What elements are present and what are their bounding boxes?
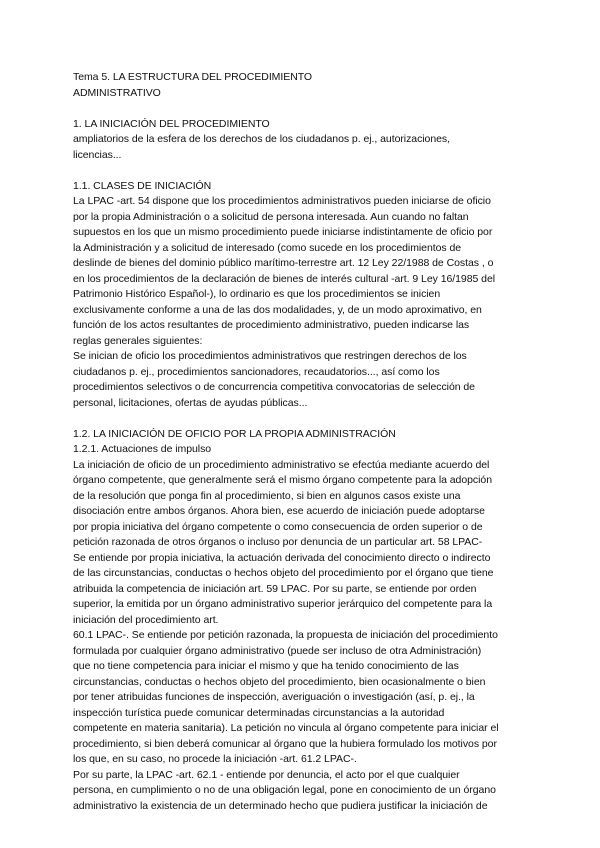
section-1-1-heading: 1.1. CLASES DE INICIACIÓN xyxy=(73,179,212,192)
section-1-2-1-paragraph-2: Se entiende por propia iniciativa, la actuación derivada del conocimiento directo o indirecto de las circunstancias, conductas o hechos objeto del procedimiento por el órgano que tiene atribuida la competencia de iniciación art. 59 LPAC. Por su parte, se entiende por orden superior, la emitida por un órgano administrativo superior jerárquico del competente para la iniciación del procedimiento art. xyxy=(73,551,494,626)
section-1-2-1-paragraph-4: Por su parte, la LPAC -art. 62.1 - entiende por denuncia, el acto por el que cualquier persona, en cumplimiento o no de una obligación legal, pone en conocimiento de un órgano administrativo la existencia de un determinado hecho que pudiera justificar la iniciación de xyxy=(73,768,496,812)
section-1-2-heading: 1.2. LA INICIACIÓN DE OFICIO POR LA PROPIA ADMINISTRACIÓN xyxy=(73,427,396,440)
section-1-2-1-paragraph-3: 60.1 LPAC-. Se entiende por petición razonada, la propuesta de iniciación del procedimiento formulada por cualquier órgano administrativo (puede ser incluso de otra Administración) que no tiene competencia para iniciar el mismo y que ha tenido conocimiento de las circunstancias, conductas o hechos objeto del procedimiento, bien ocasionalmente o bien por tener atribuidas funciones de inspección, averiguación o investigación (así, p. ej., la inspección turística puede comunicar determinadas circunstancias a la autoridad competente en materia sanitaria). La petición no vincula al órgano competente para iniciar el procedimiento, si bien deberá comunicar al órgano que la hubiera formulado los motivos por los que, en su caso, no procede la iniciación -art. 61.2 LPAC-. xyxy=(73,629,499,765)
section-1-text: ampliatorios de la esfera de los derechos de los ciudadanos p. ej., autorizaciones, licencias... xyxy=(73,133,450,161)
section-1-2-1-paragraph-1: La iniciación de oficio de un procedimiento administrativo se efectúa mediante acuerdo del órgano competente, que generalmente será el mismo órgano competente para la adopción de la resolución que ponga fin al procedimiento, si bien en algunos casos existe una disociación entre ambos órganos. Ahora bien, ese acuerdo de iniciación puede adoptarse por propia iniciativa del órgano competente o como consecuencia de orden superior o de petición razonada de otros órganos o incluso por denuncia de un particular art. 58 LPAC- xyxy=(73,458,492,548)
section-1-1-paragraph-1: La LPAC -art. 54 dispone que los procedimientos administrativos pueden iniciarse de oficio por la propia Administración o a solicitud de persona interesada. Aun cuando no faltan supuestos en los que un mismo procedimiento puede iniciarse indistintamente de oficio por la Administración y a solicitud de interesado (como sucede en los procedimientos de deslinde de bienes del dominio público marítimo-terrestre art. 12 Ley 22/1988 de Costas , o en los procedimientos de la declaración de bienes de interés cultural -art. 9 Ley 16/1985 del Patrimonio Histórico Español-), lo ordinario es que los procedimientos se inicien exclusivamente conforme a una de las dos modalidades, y, de un modo aproximativo, en función de los actos resultantes de procedimiento administrativo, pueden indicarse las reglas generales siguientes: xyxy=(73,195,496,347)
section-1-1-paragraph-2: Se inician de oficio los procedimientos administrativos que restringen derechos de los ciudadanos p. ej., procedimientos sancionadores, recaudatorios..., así como los procedimientos selectivos o de concurrencia competitiva convocatorias de selección de personal, licitaciones, ofertas de ayudas públicas... xyxy=(73,350,475,409)
section-1-2-1-heading: 1.2.1. Actuaciones de impulso xyxy=(73,443,212,455)
section-1-heading: 1. LA INICIACIÓN DEL PROCEDIMIENTO xyxy=(73,117,270,130)
document-page xyxy=(73,70,523,814)
document-title: Tema 5. LA ESTRUCTURA DEL PROCEDIMIENTO ADMINISTRATIVO xyxy=(73,71,313,99)
